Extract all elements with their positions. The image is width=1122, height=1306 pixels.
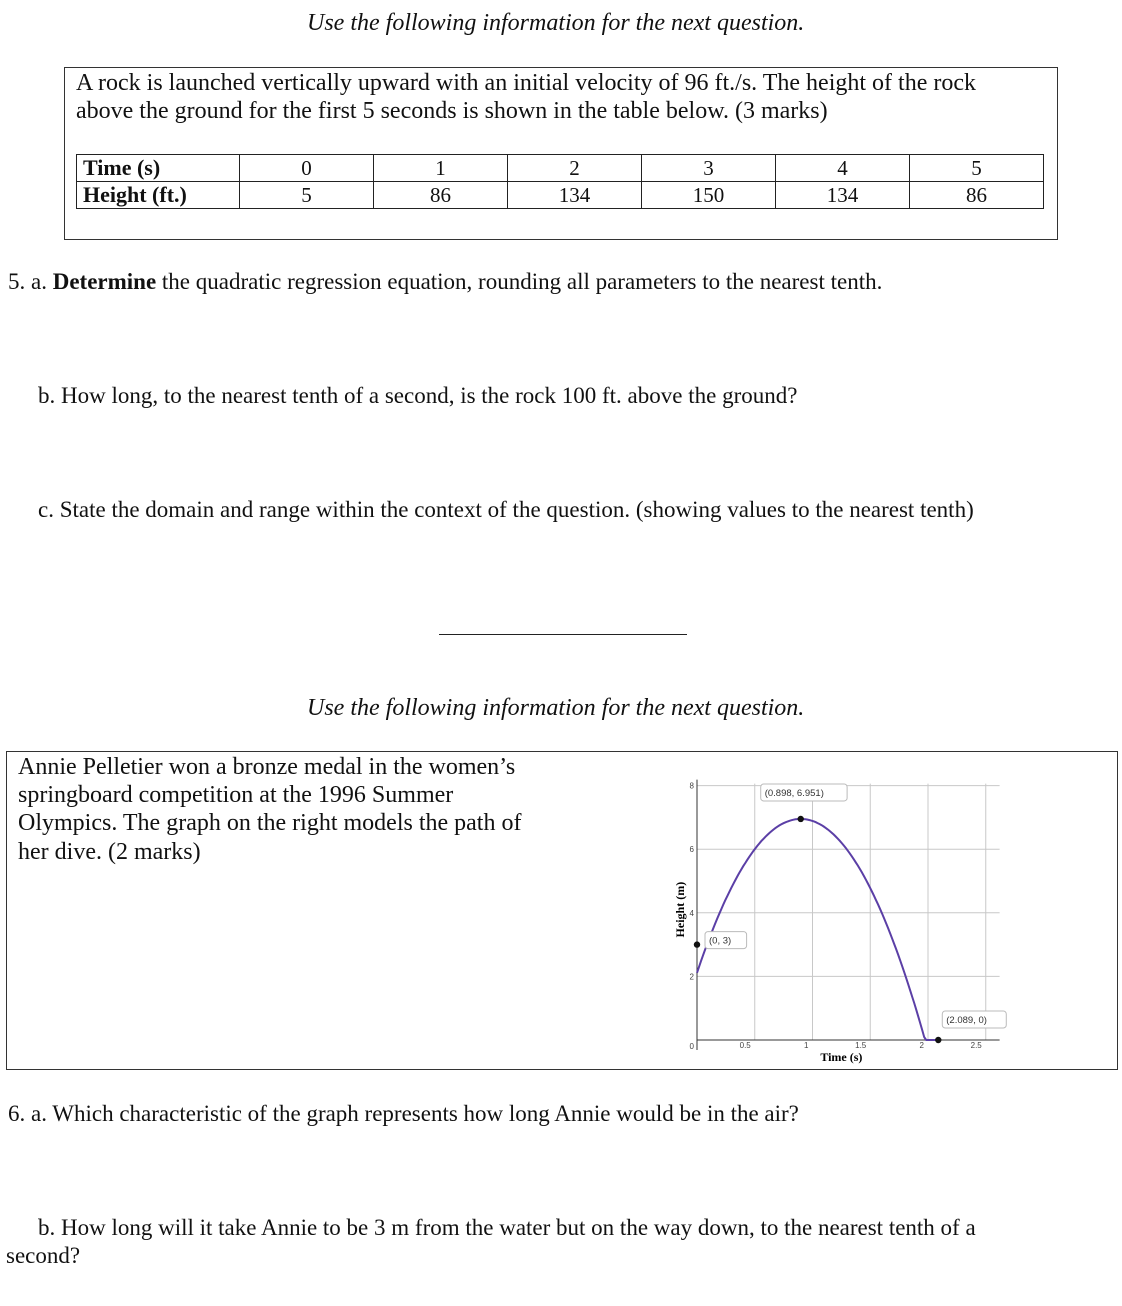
table-row-height (77, 182, 1044, 209)
question-5a-bold: Determine (52, 269, 157, 294)
dive-prompt-line3: Olympics. The graph on the right models the path of (18, 810, 522, 836)
x-tick-label: 2.5 (970, 1041, 982, 1050)
y-axis-label: Height (m) (673, 881, 687, 938)
x-axis-label: Time (s) (820, 1050, 863, 1064)
time-cell: 1 (374, 155, 508, 182)
height-cell: 5 (240, 182, 374, 209)
dive-prompt-line2: springboard competition at the 1996 Summer (18, 782, 454, 808)
point-label: (2.089, 0) (946, 1015, 987, 1026)
data-point (798, 816, 804, 822)
y-tick-label: 0 (689, 1042, 694, 1051)
time-cell: 5 (910, 155, 1044, 182)
question-5c: c. State the domain and range within the context of the question. (showing values to the nearest tenth) (38, 497, 974, 522)
question-5b: b. How long, to the nearest tenth of a second, is the rock 100 ft. above the ground? (38, 383, 798, 408)
rock-data-table (76, 154, 1044, 209)
x-tick-label: 0.5 (739, 1041, 751, 1050)
height-cell: 150 (642, 182, 776, 209)
y-tick-label: 6 (689, 845, 694, 855)
y-tick-label: 2 (689, 972, 694, 982)
x-tick-label: 2 (919, 1041, 924, 1050)
x-tick-label: 1.5 (855, 1041, 867, 1050)
question-6a: 6. a. Which characteristic of the graph represents how long Annie would be in the air? (8, 1101, 799, 1126)
time-cell: 4 (776, 155, 910, 182)
question-6b-line2: second? (6, 1243, 81, 1268)
time-cell: 0 (240, 155, 374, 182)
point-label: (0, 3) (709, 935, 732, 947)
rock-prompt-line2: above the ground for the first 5 seconds is shown in the table below. (3 marks) (76, 98, 828, 124)
rock-prompt-line1: A rock is launched vertically upward with an initial velocity of 96 ft./s. The height of the rock (76, 70, 976, 96)
dive-prompt-line4: her dive. (2 marks) (18, 839, 201, 865)
section1-intro: Use the following information for the next question. (307, 10, 805, 36)
question-5a-prefix: 5. a. (8, 269, 53, 294)
time-cell: 2 (508, 155, 642, 182)
height-cell: 86 (374, 182, 508, 209)
data-point (935, 1037, 941, 1043)
chart-grid (697, 784, 1000, 1040)
answer-line (439, 634, 687, 635)
dive-prompt-line1: Annie Pelletier won a bronze medal in the women’s (18, 754, 516, 780)
chart-ticks (690, 782, 983, 1051)
question-5a (8, 268, 882, 296)
dive-chart (660, 755, 1040, 1070)
height-cell: 86 (910, 182, 1044, 209)
point-label: (0.898, 6.951) (764, 787, 824, 799)
y-tick-label: 4 (689, 908, 694, 918)
section2-intro: Use the following information for the next question. (307, 695, 805, 721)
y-tick-label: 8 (689, 781, 694, 791)
x-tick-label: 1 (804, 1041, 809, 1050)
question-5a-rest: the quadratic regression equation, rounding all parameters to the nearest tenth. (156, 269, 883, 294)
height-cell: 134 (508, 182, 642, 209)
time-cell: 3 (642, 155, 776, 182)
time-header: Time (s) (77, 155, 240, 182)
table-row-time (77, 155, 1044, 182)
chart-points (694, 784, 1006, 1043)
chart-axes (697, 780, 1000, 1050)
dive-path-line (697, 819, 938, 1040)
question-6b-line1: b. How long will it take Annie to be 3 m from the water but on the way down, to the nearest tenth of a (38, 1215, 976, 1240)
height-cell: 134 (776, 182, 910, 209)
height-header: Height (ft.) (77, 182, 240, 209)
data-point (694, 941, 700, 947)
